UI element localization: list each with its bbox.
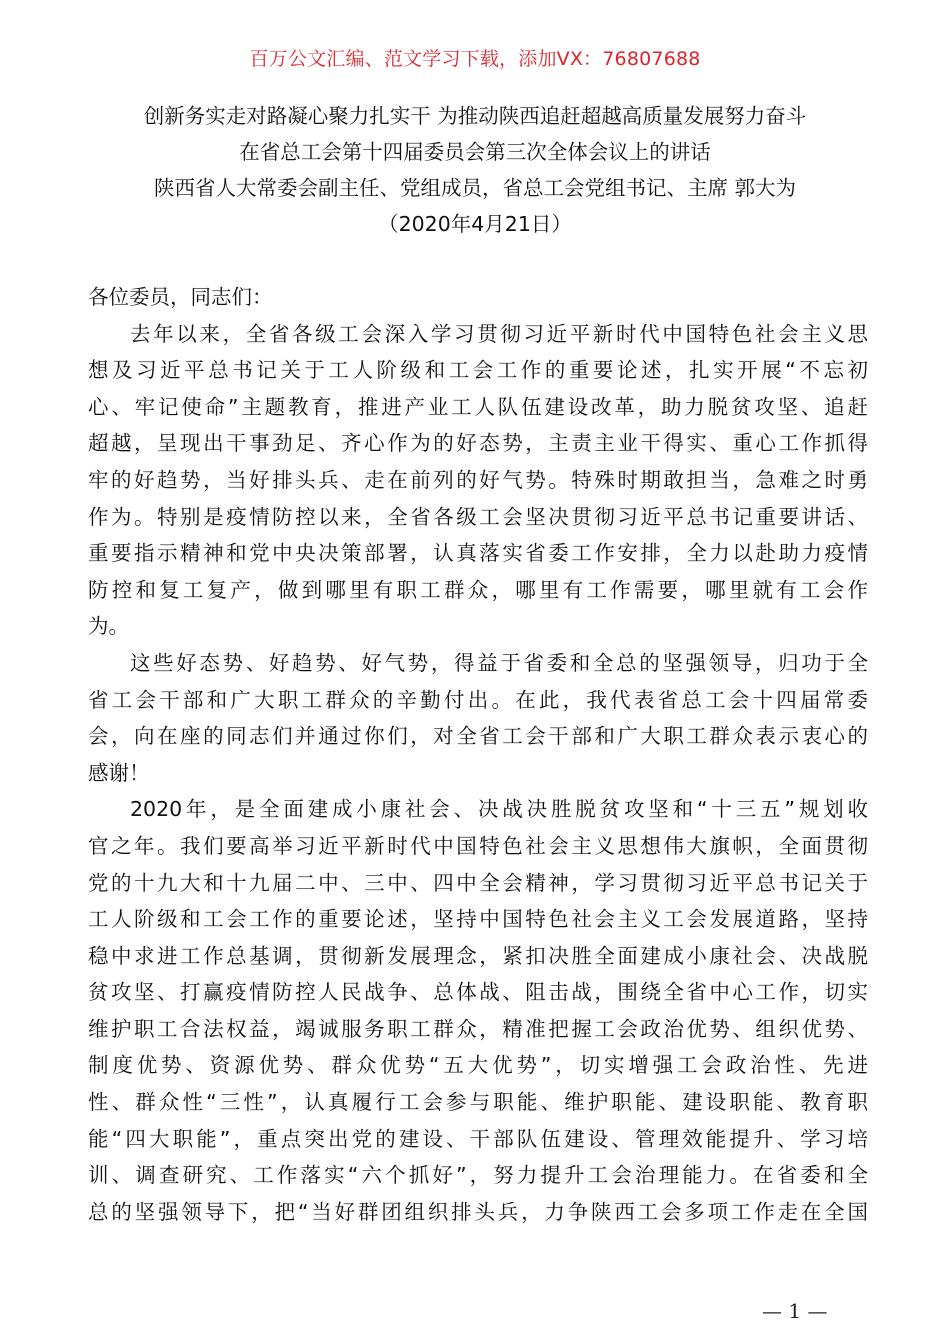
body-line: 总的坚强领导下，把“当好群团组织排头兵，力争陕西工会多项工作走在全国 bbox=[88, 1199, 868, 1224]
body-line: 贫攻坚、打赢疫情防控人民战争、总体战、阻击战，围绕全省中心工作，切实 bbox=[88, 980, 868, 1005]
body-line: 工人阶级和工会工作的重要论述，坚持中国特色社会主义工会发展道路，坚持 bbox=[88, 907, 868, 932]
body-line: 训、调查研究、工作落实“六个抓好”，努力提升工会治理能力。在省委和全 bbox=[88, 1163, 868, 1188]
watermark-banner: 百万公文汇编、范文学习下载，添加VX：76807688 bbox=[249, 48, 701, 70]
body-line: 感谢！ bbox=[88, 760, 150, 785]
body-line: 能“四大职能”，重点突出党的建设、干部队伍建设、管理效能提升、学习培 bbox=[88, 1126, 868, 1151]
page-number: — 1 — bbox=[762, 1299, 828, 1323]
body-line: 维护职工合法权益，竭诚服务职工群众，精准把握工会政治优势、组织优势、 bbox=[88, 1016, 868, 1041]
body-line: 会，向在座的同志们并通过你们，对全省工会干部和广大职工群众表示衷心的 bbox=[88, 724, 868, 749]
body-line: 想及习近平总书记关于工人阶级和工会工作的重要论述，扎实开展“不忘初 bbox=[88, 358, 868, 383]
speech-body bbox=[88, 279, 868, 1230]
body-line: 重要指示精神和党中央决策部署，认真落实省委工作安排，全力以赴助力疫情 bbox=[88, 541, 868, 566]
speaker-line: 陕西省人大常委会副主任、党组成员，省总工会党组书记、主席 郭大为 bbox=[153, 176, 796, 200]
body-line: 制度优势、资源优势、群众优势“五大优势”，切实增强工会政治性、先进 bbox=[88, 1053, 868, 1078]
body-line: 防控和复工复产，做到哪里有职工群众，哪里有工作需要，哪里就有工会作 bbox=[88, 577, 868, 602]
body-line: 省工会干部和广大职工群众的辛勤付出。在此，我代表省总工会十四届常委 bbox=[88, 687, 868, 712]
body-line: 为。 bbox=[88, 614, 129, 639]
body-line: 作为。特别是疫情防控以来，全省各级工会坚决贯彻习近平总书记重要讲话、 bbox=[88, 504, 868, 529]
body-line: 去年以来，全省各级工会深入学习贯彻习近平新时代中国特色社会主义思 bbox=[130, 321, 868, 346]
body-line: 性、群众性“三性”，认真履行工会参与职能、维护职能、建设职能、教育职 bbox=[88, 1090, 868, 1115]
body-line: 牢的好趋势，当好排头兵、走在前列的好气势。特殊时期敢担当，急难之时勇 bbox=[88, 467, 868, 492]
body-line: 2020年，是全面建成小康社会、决战决胜脱贫攻坚和“十三五”规划收 bbox=[130, 797, 868, 822]
body-line: 党的十九大和十九届二中、三中、四中全会精神，学习贯彻习近平总书记关于 bbox=[88, 870, 868, 895]
body-line: 心、牢记使命”主题教育，推进产业工人队伍建设改革，助力脱贫攻坚、追赶 bbox=[88, 394, 868, 419]
salutation: 各位委员，同志们： bbox=[88, 285, 273, 309]
speech-subtitle: 在省总工会第十四届委员会第三次全体会议上的讲话 bbox=[239, 140, 711, 164]
speech-date: （2020年4月21日） bbox=[378, 212, 572, 236]
body-line: 稳中求进工作总基调，贯彻新发展理念，紧扣决胜全面建成小康社会、决战脱 bbox=[88, 943, 868, 968]
speech-title: 创新务实走对路凝心聚力扎实干 为推动陕西追赶超越高质量发展努力奋斗 bbox=[143, 104, 807, 128]
body-line: 官之年。我们要高举习近平新时代中国特色社会主义思想伟大旗帜，全面贯彻 bbox=[88, 833, 868, 858]
body-line: 这些好态势、好趋势、好气势，得益于省委和全总的坚强领导，归功于全 bbox=[130, 650, 868, 675]
body-line: 超越，呈现出干事劲足、齐心作为的好态势，主责主业干得实、重心工作抓得 bbox=[88, 431, 868, 456]
speech-heading bbox=[0, 98, 950, 242]
